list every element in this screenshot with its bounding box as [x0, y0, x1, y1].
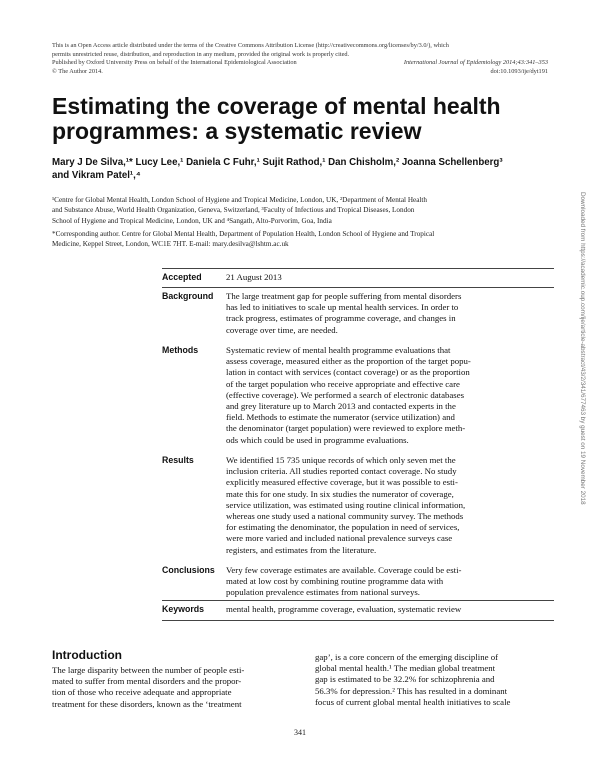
introduction-right-column: gap’, is a core concern of the emerging discipline of global mental health.¹ The median global treatment gap is estimated to be 32.2% for schizophrenia and 56.3% for depression.² This has resulted in a dominant focus of current global mental health initiatives to scale — [315, 652, 511, 707]
results-text: We identified 15 735 unique records of which only seven met the inclusion criteria. All studies reported contact coverage. No study explicitly measured effective coverage, but it was possible to esti- mate this for one study. In six studies the numerator of coverage, service utilization, was estimated using routine clinical information, whereas one study used a national community survey. The methods for estimating the denominator, the population in need of services, were more varied and included national prevalence surveys case registers, and estimates from the literature. — [226, 455, 466, 555]
affiliation-line-2: and Substance Abuse, World Health Organization, Geneva, Switzerland, ³Faculty of Infectious and Tropical Diseases, London — [52, 206, 415, 215]
article-title — [52, 94, 552, 144]
methods-text: Systematic review of mental health programme evaluations that assess coverage, measured either as the proportion of the target popu- lation in contact with services (contact coverage) or as the proportion of the target population who receive appropriate and effective care (effective coverage). We performed a search of electronic databases and grey literature up to March 2013 and contacted experts in the field. Methods to estimate the numerator (service utilization) and the denominator (target population) were reviewed to explore meth- ods which could be used in programme evaluations. — [226, 345, 471, 445]
correspondence-line-1: *Corresponding author. Centre for Global Mental Health, Department of Population Health, London School of Hygiene and Tropical — [52, 230, 435, 238]
publisher-line: Published by Oxford University Press on behalf of the International Epidemiological Association — [52, 59, 297, 67]
author-line-2: and Vikram Patel¹,⁴ — [52, 170, 141, 181]
abstract-keywords-rule — [162, 600, 554, 601]
affiliation-line-1: ¹Centre for Global Mental Health, London School of Hygiene and Tropical Medicine, London, UK, ²Department of Mental Health — [52, 196, 427, 204]
abstract-accepted-rule — [162, 287, 554, 288]
journal-header — [348, 42, 548, 76]
conclusions-label: Conclusions — [162, 565, 215, 575]
corresponding-author — [52, 229, 552, 250]
results-label: Results — [162, 455, 194, 465]
title-line-1: Estimating the coverage of mental health — [52, 93, 501, 119]
abstract-bottom-rule — [162, 620, 554, 621]
journal-citation: International Journal of Epidemiology 2014;43:341–353 — [403, 59, 548, 67]
keywords-label: Keywords — [162, 604, 205, 614]
license-line-1: This is an Open Access article distributed under the terms of the Creative Commons Attribution License (http://creativecommons.org/licenses/by/3.0/), which — [52, 42, 449, 49]
background-label: Background — [162, 291, 214, 301]
abstract-top-rule — [162, 268, 554, 269]
license-header — [52, 42, 449, 76]
correspondence-line-2: Medicine, Keppel Street, London, WC1E 7HT. E-mail: mary.desilva@lshtm.ac.uk — [52, 240, 289, 249]
copyright-line: © The Author 2014. — [52, 67, 103, 75]
accepted-label: Accepted — [162, 272, 202, 282]
accepted-date: 21 August 2013 — [226, 272, 282, 282]
keywords-text: mental health, programme coverage, evaluation, systematic review — [226, 604, 462, 614]
download-watermark — [576, 192, 586, 612]
background-text: The large treatment gap for people suffering from mental disorders has led to initiatives to scale up mental health services. In order to track progress, estimates of programme coverage, and changes in coverage over time, are needed. — [226, 291, 462, 335]
methods-label: Methods — [162, 345, 199, 355]
author-list — [52, 156, 552, 182]
download-note-text[interactable]: Downloaded from https://academic.oup.com/ije/article-abstract/43/2/341/677463 by guest on 19 November 2018 — [579, 192, 586, 505]
author-line-1: Mary J De Silva,¹* Lucy Lee,¹ Daniela C Fuhr,¹ Sujit Rathod,¹ Dan Chisholm,² Joanna Schellenberg³ — [52, 157, 503, 168]
conclusions-text: Very few coverage estimates are available. Coverage could be esti- mated at low cost by combining routine programme data with population prevalence estimates from national surveys. — [226, 565, 462, 598]
affiliations — [52, 195, 552, 226]
page-number: 341 — [294, 728, 306, 737]
doi[interactable]: doi:10.1093/ije/dyt191 — [490, 67, 548, 75]
title-line-2: programmes: a systematic review — [52, 118, 422, 144]
introduction-heading: Introduction — [52, 648, 122, 662]
introduction-left-column: The large disparity between the number of people esti- mated to suffer from mental disorders and the propor- tion of those who receive adequate and appropriate treatment for these disorders, known as the ‘treatment — [52, 665, 245, 709]
affiliation-line-3: School of Hygiene and Tropical Medicine, London, UK and ⁴Sangath, Alto-Porvorim, Goa, India — [52, 216, 332, 225]
license-line-2: permits unrestricted reuse, distribution, and reproduction in any medium, provided the original work is properly cited. — [52, 50, 350, 58]
